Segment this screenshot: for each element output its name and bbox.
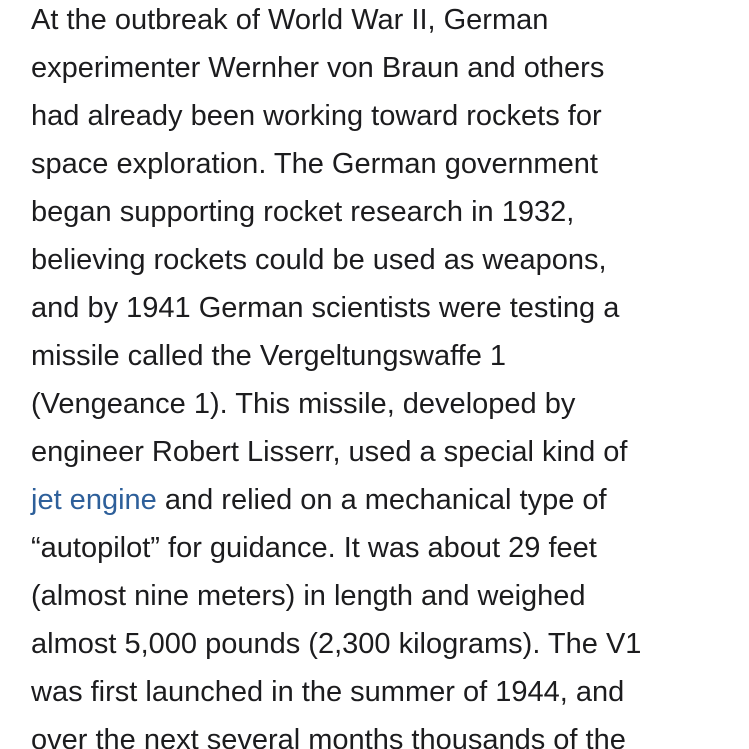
article-line-12: “autopilot” for guidance. It was about 29 feet: [31, 532, 597, 564]
article-line-16: over the next several months thousands of the: [31, 724, 626, 749]
article-body: [31, 0, 743, 749]
article-line-11: [31, 476, 743, 524]
article-line-1: At the outbreak of World War II, German: [31, 4, 549, 36]
article-line-15: was first launched in the summer of 1944, and: [31, 676, 625, 708]
article-line-5: began supporting rocket research in 1932,: [31, 196, 575, 228]
article-line-10: engineer Robert Lisserr, used a special kind of: [31, 436, 628, 468]
article-line-11-rest: and relied on a mechanical type of: [156, 484, 607, 516]
article-line-8: missile called the Vergeltungswaffe 1: [31, 340, 507, 372]
article-line-6: believing rockets could be used as weapons,: [31, 244, 607, 276]
article-line-2: experimenter Wernher von Braun and others: [31, 52, 605, 84]
article-line-3: had already been working toward rockets for: [31, 100, 602, 132]
article-line-7: and by 1941 German scientists were testing a: [31, 292, 620, 324]
article-line-9: (Vengeance 1). This missile, developed by: [31, 388, 576, 420]
article-line-14: almost 5,000 pounds (2,300 kilograms). The V1: [31, 628, 642, 660]
article-line-13: (almost nine meters) in length and weighed: [31, 580, 586, 612]
article-line-4: space exploration. The German government: [31, 148, 598, 180]
jet-engine-link[interactable]: jet engine: [31, 484, 157, 516]
